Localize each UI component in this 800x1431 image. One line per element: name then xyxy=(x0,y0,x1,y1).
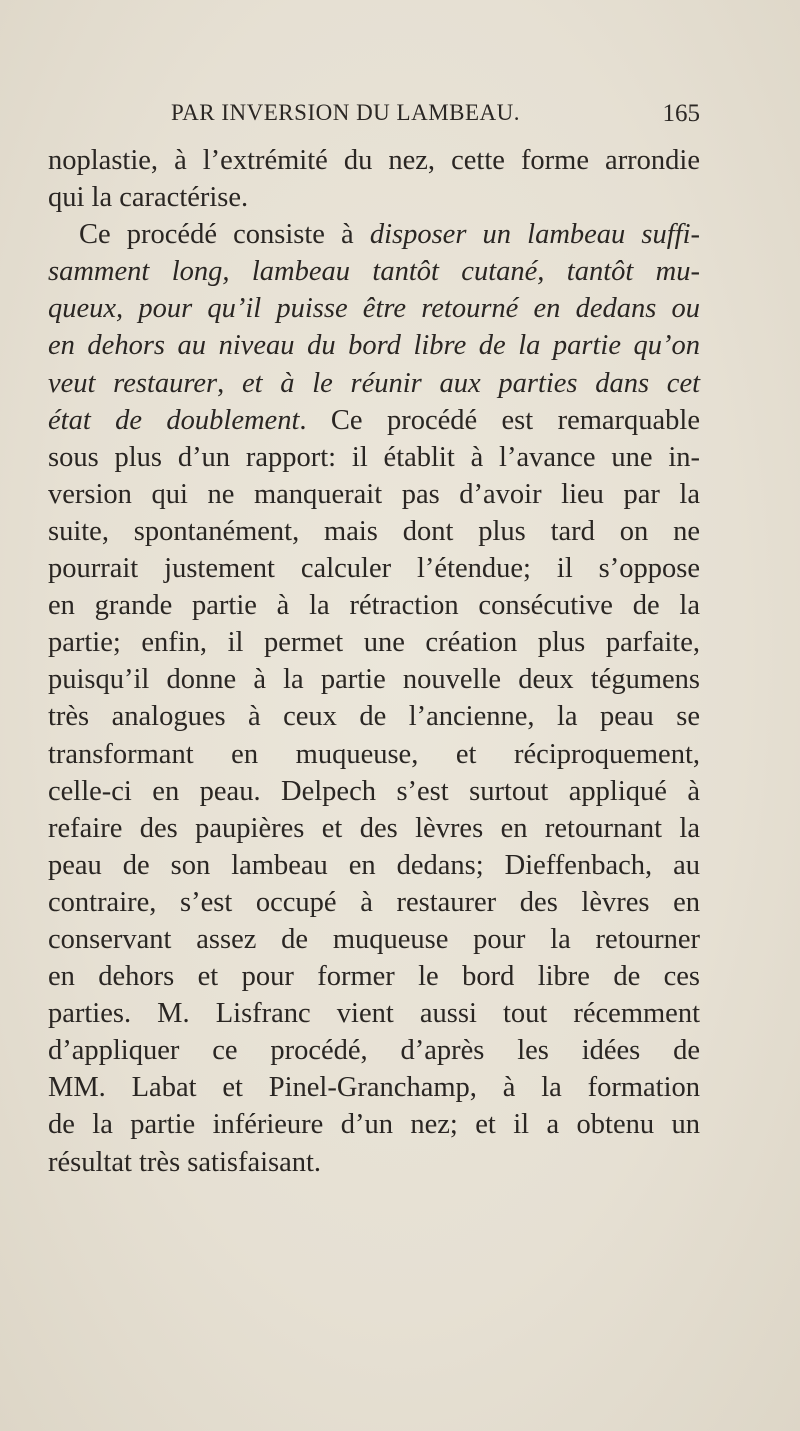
body-text xyxy=(48,142,700,1181)
text-segment: résultat très satisfaisant. xyxy=(48,1146,322,1178)
text-segment: en grande partie à la rétraction consécutive de la xyxy=(48,590,700,622)
text-line xyxy=(48,1032,700,1069)
italic-text: disposer un lambeau suffi- xyxy=(369,219,701,251)
text-line xyxy=(48,142,700,179)
text-segment: , xyxy=(217,367,242,399)
text-line xyxy=(48,327,700,364)
text-segment: Ce procédé consiste à xyxy=(79,219,370,251)
text-line xyxy=(48,216,700,253)
italic-text: état de doublement xyxy=(48,404,300,436)
text-line xyxy=(48,1144,700,1181)
text-segment: suite, spontanément, mais dont plus tard on ne xyxy=(48,515,700,547)
text-segment: de la partie inférieure d’un nez; et il a obtenu un xyxy=(48,1109,700,1141)
text-line xyxy=(48,773,700,810)
text-segment: peau de son lambeau en dedans; Dieffenbach, au xyxy=(48,849,700,881)
text-line xyxy=(48,995,700,1032)
text-segment: contraire, s’est occupé à restaurer des lèvres en xyxy=(48,886,700,918)
text-segment: noplastie, à l’extrémité du nez, cette forme arrondie xyxy=(48,145,700,176)
text-segment: . Ce procédé est remarquable xyxy=(299,404,700,436)
text-segment: sous plus d’un rapport: il établit à l’avance une in- xyxy=(48,441,700,473)
page-number: 165 xyxy=(662,100,700,127)
text-segment: partie; enfin, il permet une création plus parfaite, xyxy=(48,627,700,659)
text-segment: pourrait justement calculer l’étendue; il s’oppose xyxy=(48,553,700,585)
text-line xyxy=(48,513,700,550)
text-line xyxy=(48,1106,700,1143)
text-segment: version qui ne manquerait pas d’avoir lieu par la xyxy=(48,478,700,510)
italic-text: veut restaurer xyxy=(48,367,218,399)
text-segment: qui la caractérise. xyxy=(48,182,249,214)
text-line xyxy=(48,550,700,587)
running-head: PAR INVERSION DU LAMBEAU. xyxy=(171,100,521,125)
italic-text: et à le réunir aux parties dans cet xyxy=(242,367,701,399)
text-line xyxy=(48,661,700,698)
text-line xyxy=(48,847,700,884)
text-line xyxy=(48,439,700,476)
text-line xyxy=(48,736,700,773)
text-segment: MM. Labat et Pinel-Granchamp, à la formation xyxy=(48,1072,700,1104)
text-line xyxy=(48,290,700,327)
text-line xyxy=(48,1069,700,1106)
text-segment: transformant en muqueuse, et réciproquement, xyxy=(48,738,700,770)
text-segment: parties. M. Lisfranc vient aussi tout récemment xyxy=(48,998,700,1030)
text-segment: celle-ci en peau. Delpech s’est surtout appliqué à xyxy=(48,775,700,807)
text-line xyxy=(48,921,700,958)
text-segment: très analogues à ceux de l’ancienne, la peau se xyxy=(48,701,700,733)
text-line xyxy=(48,253,700,290)
text-segment: refaire des paupières et des lèvres en retournant la xyxy=(48,812,700,844)
text-line xyxy=(48,402,700,439)
text-line xyxy=(48,179,700,216)
italic-text: en dehors au niveau du bord libre de la partie qu’on xyxy=(48,330,700,362)
text-segment: puisqu’il donne à la partie nouvelle deux tégumens xyxy=(48,664,700,696)
text-line xyxy=(48,958,700,995)
text-line xyxy=(48,624,700,661)
text-line xyxy=(48,476,700,513)
text-segment: conservant assez de muqueuse pour la retourner xyxy=(48,923,700,955)
text-line xyxy=(48,698,700,735)
italic-text: queux, pour qu’il puisse être retourné en dedans ou xyxy=(48,293,700,325)
text-segment: en dehors et pour former le bord libre de ces xyxy=(48,961,700,993)
text-line xyxy=(48,810,700,847)
italic-text: samment long, lambeau tantôt cutané, tantôt mu- xyxy=(48,256,700,288)
page-header xyxy=(48,100,700,136)
text-line xyxy=(48,884,700,921)
text-line xyxy=(48,587,700,624)
text-line xyxy=(48,365,700,402)
text-segment: d’appliquer ce procédé, d’après les idées de xyxy=(48,1035,700,1067)
